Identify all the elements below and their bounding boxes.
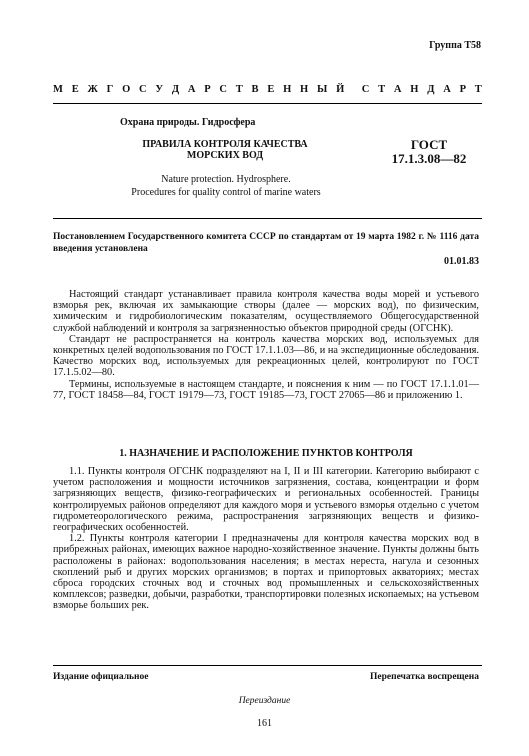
heading-letter: М <box>53 84 63 95</box>
heading-letter: Н <box>410 84 419 95</box>
decree-text: Постановлением Государственного комитета СССР по стандартам от 19 марта 1982 г. № 1116 дата введения установлена <box>53 232 479 254</box>
heading-letter: В <box>251 84 259 95</box>
gost-number: 17.1.3.08—82 <box>391 151 467 166</box>
heading-letter: Н <box>283 84 292 95</box>
heading-letter: Й <box>336 84 345 95</box>
reprint-prohibited-label: Перепечатка воспрещена <box>369 672 479 682</box>
heading-letter: Р <box>204 84 211 95</box>
heading-letter: Т <box>235 84 243 95</box>
heading-letter: Г <box>106 84 114 95</box>
standard-title <box>120 139 330 161</box>
paragraph: Термины, используемые в настоящем стандарте, и пояснения к ним — по ГОСТ 17.1.1.01—77, ГОСТ 18458—84, ГОСТ 19179—73, ГОСТ 19185—73, ГОСТ 27065—86 и приложению 1. <box>53 378 479 401</box>
divider <box>53 103 482 104</box>
heading-letter: С <box>361 84 370 95</box>
title-line: МОРСКИХ ВОД <box>186 150 264 161</box>
heading-letter: Н <box>300 84 309 95</box>
paragraph: Стандарт не распространяется на контроль качества морских вод, используемых для конкретных целей водопользования по ГОСТ 17.1.1.03—86, и на экспедиционные обследования. Качество морских вод, используемых для рекреационных целей, контролируют по ГОСТ 17.1.5.02—80. <box>53 333 479 379</box>
english-title-line: Procedures for quality control of marine waters <box>131 187 321 198</box>
heading-letter: А <box>443 84 451 95</box>
paragraph: 1.1. Пункты контроля ОГСНК подразделяют на I, II и III категории. Категорию выбирают с учетом расположения и мощности источников загрязнения, состава, концентрации и форм загрязняющих веществ, физико-географических и региональных особенностей. Границы контролируемых районов определяют для каждого моря и устьевого взморья отдельно с учетом гидрометеорологического режима, распространения загрязняющих веществ и физико-географических особенностей. <box>53 466 479 534</box>
reissue-label: Переиздание <box>238 696 291 706</box>
heading-letter: Д <box>427 84 435 95</box>
heading-letter: Т <box>378 84 386 95</box>
section-heading: 1. НАЗНАЧЕНИЕ И РАСПОЛОЖЕНИЕ ПУНКТОВ КОНТРОЛЯ <box>119 448 413 459</box>
english-title-line: Nature protection. Hydrosphere. <box>161 174 291 185</box>
heading-letter: О <box>122 84 131 95</box>
effective-date: 01.01.83 <box>444 256 479 267</box>
heading-letter: Т <box>474 84 482 95</box>
subtitle: Охрана природы. Гидросфера <box>120 117 256 128</box>
paragraph: 1.2. Пункты контроля категории I предназначены для контроля качества морских вод в прибрежных районах, имеющих важное народно-хозяйственное значение. Пункты должны быть расположены в районах: водопользования населения; в местах нереста, нагула и сезонных скоплений рыб и других морских организмов; в портах и припортовых акваториях; местах сброса городских сточных вод и сточных вод промышленных и сельскохозяйственных комплексов; разведки, добычи, разработки, транспортировки полезных ископаемых; на устьевом взморье больших рек. <box>53 533 479 612</box>
title-line: ПРАВИЛА КОНТРОЛЯ КАЧЕСТВА <box>142 139 308 150</box>
paragraph: Настоящий стандарт устанавливает правила контроля качества воды морей и устьевого взморья рек, включая их замыкающие створы (далее — морских вод), по физическим, химическим и гидробиологическим показателям, осуществляемого Общегосударственной службой наблюдений и контроля за загрязненностью объектов природной среды (ОГСНК). <box>53 289 479 334</box>
official-edition-label: Издание официальное <box>53 672 149 682</box>
heading-letter: Ы <box>316 84 328 95</box>
heading-letter: А <box>393 84 402 95</box>
gost-designation <box>380 138 478 166</box>
divider <box>53 218 482 219</box>
heading-letter: Р <box>459 84 466 95</box>
page-number: 161 <box>257 718 272 729</box>
english-title <box>110 173 342 199</box>
group-code: Группа Т58 <box>429 40 481 51</box>
heading-letter: Е <box>267 84 275 95</box>
heading-letter: У <box>155 84 164 95</box>
heading-letter: Ж <box>87 84 98 95</box>
section-text <box>53 466 479 612</box>
heading-letter: Д <box>171 84 180 95</box>
heading-letter: Е <box>71 84 79 95</box>
standard-type-heading <box>53 84 482 95</box>
heading-letter: С <box>139 84 147 95</box>
heading-letter: А <box>187 84 196 95</box>
divider <box>53 665 482 666</box>
gost-label: ГОСТ <box>410 137 448 152</box>
heading-letter: С <box>219 84 227 95</box>
intro-text <box>53 289 479 401</box>
